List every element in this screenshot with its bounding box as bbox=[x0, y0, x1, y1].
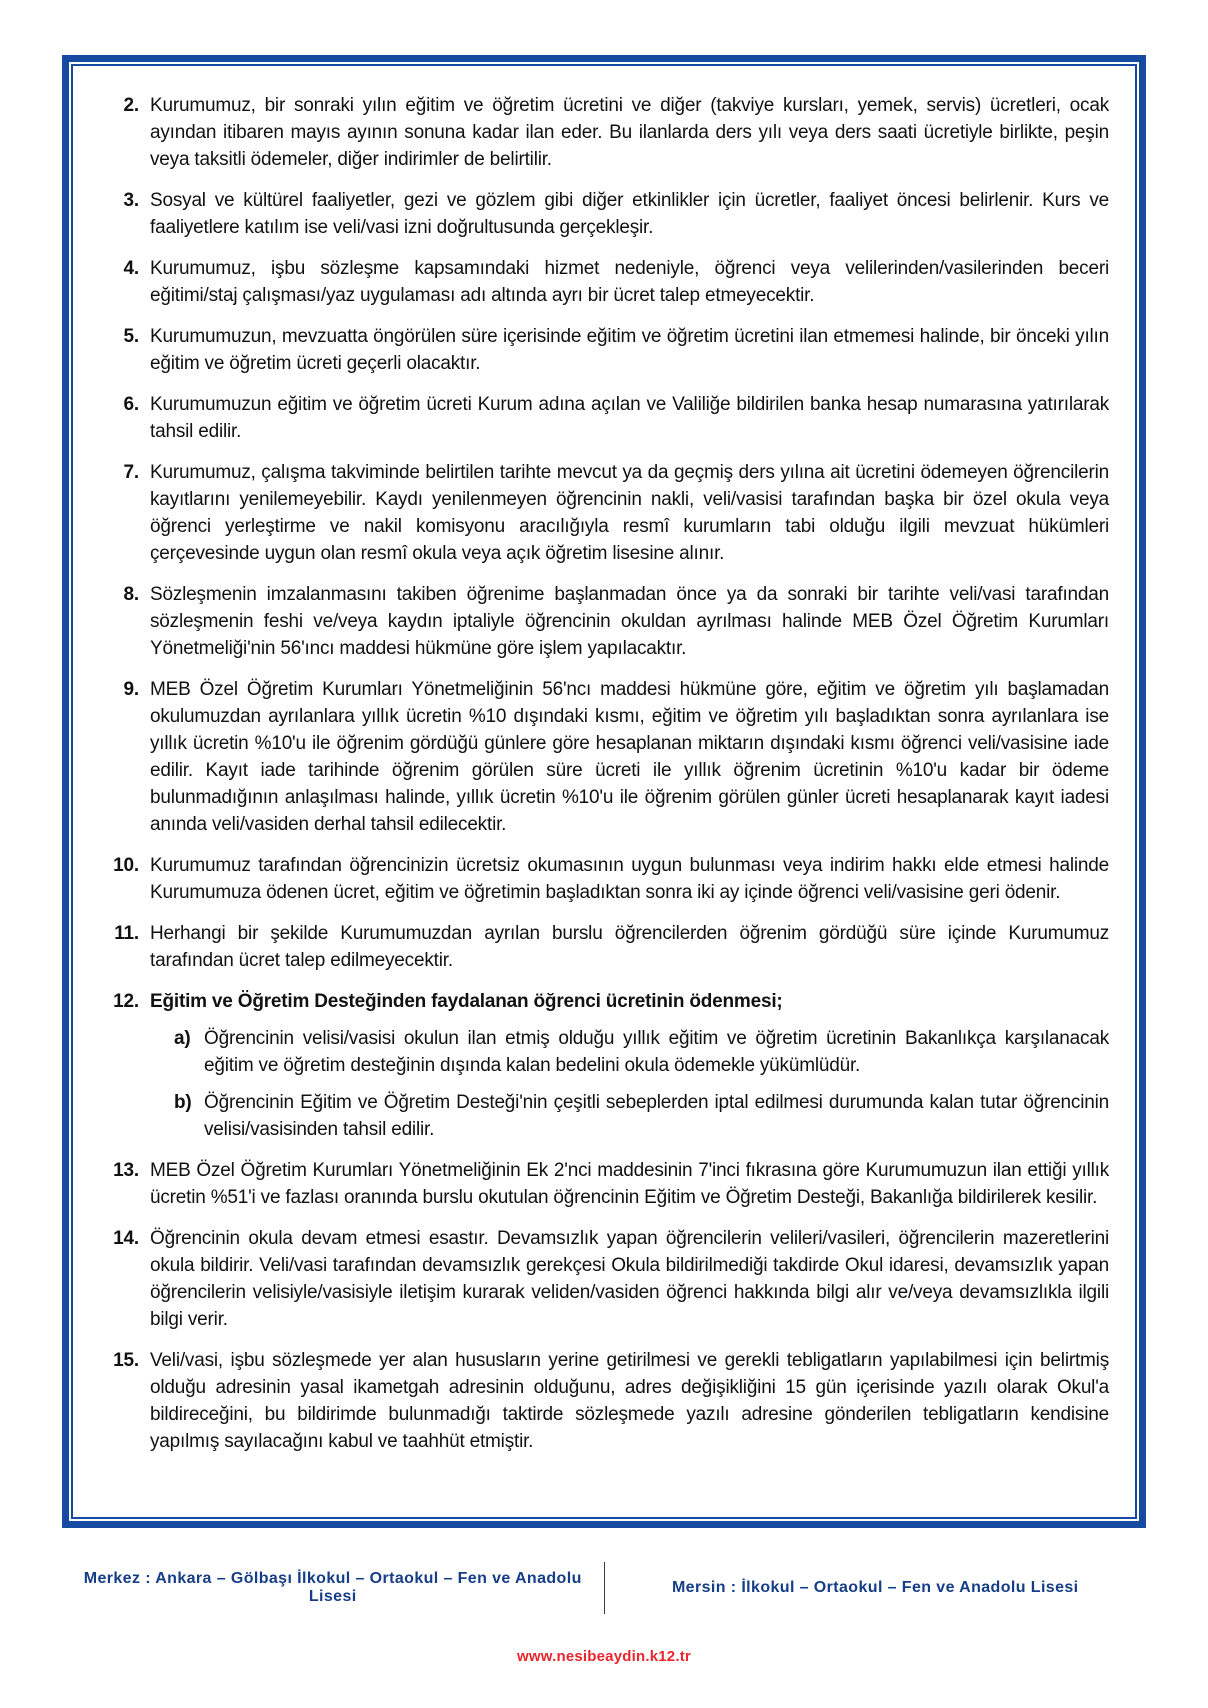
item-body-text: Eğitim ve Öğretim Desteğinden faydalanan öğrenci ücretinin ödenmesi; bbox=[150, 991, 783, 1012]
contract-item bbox=[103, 988, 1109, 1143]
sub-item bbox=[150, 1025, 1109, 1079]
sub-item-text: Öğrencinin Eğitim ve Öğretim Desteği'nin çeşitli sebeplerden iptal edilmesi durumunda kalan tutar öğrencinin velisi/vasisinden tahsil edilir. bbox=[204, 1092, 1109, 1140]
contract-item bbox=[103, 920, 1109, 974]
website-url: www.nesibeaydin.k12.tr bbox=[517, 1648, 691, 1665]
item-text bbox=[150, 1225, 1109, 1333]
contract-item bbox=[103, 1157, 1109, 1211]
item-body-text: Kurumumuz tarafından öğrencinizin ücretsiz okumasının uygun bulunması veya indirim hakkı elde etmesi halinde Kurumumuza ödenen ücret, eğitim ve öğretimin başladıktan sonra iki ay içinde öğrenci veli/vasisine geri ödenir. bbox=[150, 855, 1109, 903]
document-frame bbox=[62, 55, 1146, 1528]
item-body-text: Sosyal ve kültürel faaliyetler, gezi ve gözlem gibi diğer etkinlikler için ücretler, faaliyet öncesi belirlenir. Kurs ve faaliyetlere katılım ise veli/vasi izni doğrultusunda gerçekleşir. bbox=[150, 190, 1109, 238]
contract-item bbox=[103, 1225, 1109, 1333]
item-body-text: Herhangi bir şekilde Kurumumuzdan ayrılan burslu öğrencilerden öğrenim gördüğü süre içinde Kurumumuz tarafından ücret talep edilmeyecektir. bbox=[150, 923, 1109, 971]
item-text bbox=[150, 187, 1109, 241]
contract-item bbox=[103, 852, 1109, 906]
item-body-text: Kurumumuzun, mevzuatta öngörülen süre içerisinde eğitim ve öğretim ücretini ilan etmemesi halinde, bir önceki yılın eğitim ve öğretim ücreti geçerli olacaktır. bbox=[150, 326, 1109, 374]
item-text bbox=[150, 92, 1109, 173]
footer-location-merkez: Merkez : Ankara – Gölbaşı İlkokul – Ortaokul – Fen ve Anadolu Lisesi bbox=[83, 1570, 582, 1605]
item-number: 5. bbox=[123, 326, 139, 347]
item-number: 11. bbox=[114, 923, 139, 944]
item-body-text: MEB Özel Öğretim Kurumları Yönetmeliğinin Ek 2'nci maddesinin 7'inci fıkrasına göre Kurumumuzun ilan ettiği yıllık ücretin %51'i ve fazlası oranında burslu okutulan öğrencinin Eğitim ve Öğretim Desteği, Bakanlığa bildirilerek kesilir. bbox=[150, 1160, 1109, 1208]
item-body-text: MEB Özel Öğretim Kurumları Yönetmeliğinin 56'ncı maddesi hükmüne göre, eğitim ve öğretim yılı başlamadan okulumuzdan ayrılanlara yıllık ücretin %10 dışındaki kısmı, eğitim ve öğretim yılı başladıktan sonra ayrılanlara ise yıllık ücretin %10'u ile öğrenim gördüğü günlere göre hesaplanan miktarın dışındaki kısmı öğrenci veli/vasisine iade edilir. Kayıt iade tarihinde öğrenim görülen süre ücreti ile yıllık öğrenim ücretinin %10'u kadar bir ödeme bulunmadığının anlaşılması halinde, yıllık ücretin %10'u ile öğrenim görülen günler ücreti hesaplanarak kayıt iadesi anında veli/vasiden derhal tahsil edilecektir. bbox=[150, 679, 1109, 835]
item-text bbox=[150, 920, 1109, 974]
item-body-text: Kurumumuz, işbu sözleşme kapsamındaki hizmet nedeniyle, öğrenci veya velilerinden/vasilerinden beceri eğitimi/staj çalışması/yaz uygulaması adı altında ayrı bir ücret talep etmeyecektir. bbox=[150, 258, 1109, 306]
sub-item-label: a) bbox=[174, 1028, 191, 1049]
item-text bbox=[150, 1157, 1109, 1211]
item-number: 6. bbox=[123, 394, 139, 415]
item-number: 9. bbox=[123, 679, 139, 700]
contract-item bbox=[103, 391, 1109, 445]
item-body-text: Öğrencinin okula devam etmesi esastır. Devamsızlık yapan öğrencilerin velileri/vasileri, öğrencilerin mazeretlerini okula bildirir. Veli/vasi tarafından devamsızlık gerekçesi Okula bildirilmediği takdirde Okul idaresi, devamsızlık yapan öğrencilerin velisiyle/vasisiyle iletişim kurarak veliden/vasiden öğrenci hakkında bilgi alır ve/veya devamsızlıkla ilgili bilgi verir. bbox=[150, 1228, 1109, 1330]
item-text bbox=[150, 323, 1109, 377]
item-body-text: Sözleşmenin imzalanmasını takiben öğrenime başlanmadan önce ya da sonraki bir tarihte veli/vasi tarafından sözleşmenin feshi ve/veya kaydın iptaliyle öğrencinin okuldan ayrılması halinde MEB Özel Öğretim Kurumları Yönetmeliği'nin 56'ıncı maddesi hükmüne göre işlem yapılacaktır. bbox=[150, 584, 1109, 659]
footer-location-mersin: Mersin : İlkokul – Ortaokul – Fen ve Anadolu Lisesi bbox=[671, 1579, 1079, 1596]
contract-item bbox=[103, 581, 1109, 662]
item-number: 8. bbox=[123, 584, 139, 605]
item-number: 13. bbox=[113, 1160, 139, 1181]
item-body-text: Veli/vasi, işbu sözleşmede yer alan hususların yerine getirilmesi ve gerekli tebligatların yapılabilmesi için belirtmiş olduğu adresinin yasal ikametgah adresinin olduğunu, adres değişikliğini 15 gün içerisinde yazılı olarak Okul'a bildireceğini, bu bildirimde bulunmadığı taktirde sözleşmede yazılı adresine gönderilen tebligatların kendisine yapılmış sayılacağını kabul ve taahhüt etmiştir. bbox=[150, 1350, 1109, 1452]
footer-campuses bbox=[62, 1560, 1146, 1616]
contract-item bbox=[103, 187, 1109, 241]
contract-item bbox=[103, 92, 1109, 173]
sub-item-label: b) bbox=[174, 1092, 192, 1113]
item-number: 14. bbox=[113, 1228, 139, 1249]
item-number: 7. bbox=[123, 462, 139, 483]
item-number: 3. bbox=[123, 190, 139, 211]
item-number: 10. bbox=[113, 855, 139, 876]
items-list bbox=[103, 92, 1109, 1455]
item-number: 12. bbox=[113, 991, 139, 1012]
item-text bbox=[150, 988, 1109, 1143]
sub-item-text: Öğrencinin velisi/vasisi okulun ilan etmiş olduğu yıllık eğitim ve öğretim ücretinin Bakanlıkça karşılanacak eğitim ve öğretim desteğinin dışında kalan bedelini okula ödemekle yükümlüdür. bbox=[204, 1028, 1109, 1076]
sub-items bbox=[150, 1025, 1109, 1143]
item-text bbox=[150, 676, 1109, 838]
document-frame-inner bbox=[71, 64, 1137, 1519]
item-text bbox=[150, 581, 1109, 662]
item-text bbox=[150, 459, 1109, 567]
item-text bbox=[150, 852, 1109, 906]
sub-item bbox=[150, 1089, 1109, 1143]
item-number: 15. bbox=[113, 1350, 139, 1371]
item-body-text: Kurumumuzun eğitim ve öğretim ücreti Kurum adına açılan ve Valiliğe bildirilen banka hesap numarasına yatırılarak tahsil edilir. bbox=[150, 394, 1109, 442]
item-text bbox=[150, 1347, 1109, 1455]
contract-item bbox=[103, 676, 1109, 838]
item-text bbox=[150, 391, 1109, 445]
item-number: 2. bbox=[123, 95, 139, 116]
contract-item bbox=[103, 459, 1109, 567]
item-number: 4. bbox=[123, 258, 139, 279]
contract-item bbox=[103, 255, 1109, 309]
item-body-text: Kurumumuz, bir sonraki yılın eğitim ve öğretim ücretini ve diğer (takviye kursları, yemek, servis) ücretleri, ocak ayından itibaren mayıs ayının sonuna kadar ilan eder. Bu ilanlarda ders yılı veya ders saati ücretiyle birlikte, peşin veya taksitli ödemeler, diğer indirimler de belirtilir. bbox=[150, 95, 1109, 170]
contract-item bbox=[103, 1347, 1109, 1455]
item-body-text: Kurumumuz, çalışma takviminde belirtilen tarihte mevcut ya da geçmiş ders yılına ait ücretini ödemeyen öğrencilerin kayıtlarını yenilemeyebilir. Kaydı yenilenmeyen öğrencinin nakli, veli/vasisi tarafından başka bir özel okula veya öğrenci yerleştirme ve nakil komisyonu aracılığıyla resmî kurumların tabi olduğu ilgili mevzuat hükümleri çerçevesinde uygun olan resmî okula veya açık öğretim lisesine alınır. bbox=[150, 462, 1109, 564]
item-text bbox=[150, 255, 1109, 309]
contract-item bbox=[103, 323, 1109, 377]
